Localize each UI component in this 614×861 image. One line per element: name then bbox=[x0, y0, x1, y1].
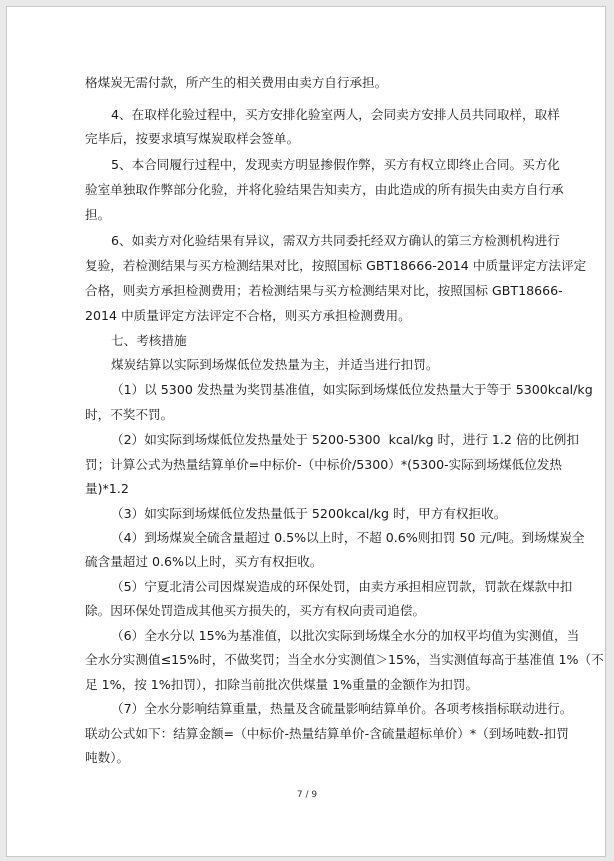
text-line: 联动公式如下：结算金额=（中标价-热量结算单价-含硫量超标单价）*（到场吨数-扣罚 bbox=[85, 726, 569, 741]
text-line: 硫含量超过 0.6%以上时，买方有权拒收。 bbox=[85, 554, 323, 569]
text-line: （6）全水分以 15%为基准值，以批次实际到场煤全水分的加权平均值为实测值，当 bbox=[111, 628, 580, 643]
text-line: （4）到场煤炭全硫含量超过 0.5%以上时，不超 0.6%则扣罚 50 元/吨。到场煤炭全 bbox=[111, 530, 585, 545]
text-line: 煤炭结算以实际到场煤低位发热量为主，并适当进行扣罚。 bbox=[111, 357, 439, 372]
text-line: 时，不奖不罚。 bbox=[85, 407, 174, 422]
text-line: 罚；计算公式为热量结算单价=中标价-（中标价/5300）*(5300-实际到场煤低位发热 bbox=[85, 457, 563, 472]
text-line: 6、如卖方对化验结果有异议，需双方共同委托经双方确认的第三方检测机构进行 bbox=[111, 233, 560, 248]
text-line: （7）全水分影响结算重量，热量及含硫量影响结算单价。各项考核指标联动进行。 bbox=[111, 701, 573, 716]
text-line: 合格，则卖方承担检测费用；若检测结果与买方检测结果对比，按照国标 GBT18666- bbox=[85, 283, 563, 298]
text-line: 除。因环保处罚造成其他买方损失的，买方有权向责司追偿。 bbox=[85, 603, 426, 618]
text-line: （1）以 5300 发热量为奖罚基准值，如实际到场煤低位发热量大于等于 5300kcal/kg bbox=[111, 382, 593, 397]
text-line: 足 1%，按 1%扣罚），扣除当前批次供煤量 1%重量的金额作为扣罚。 bbox=[85, 677, 479, 692]
text-line: 量)*1.2 bbox=[85, 481, 129, 496]
text-line: 完毕后，按要求填写煤炭取样会签单。 bbox=[85, 131, 300, 146]
text-line: 验室单独取作弊部分化验，并将化验结果告知卖方，由此造成的所有损失由卖方自行承 bbox=[85, 182, 564, 197]
text-line: 5、本合同履行过程中，发现卖方明显掺假作弊，买方有权立即终止合同。买方化 bbox=[111, 157, 560, 172]
text-line: 2014 中质量评定方法评定不合格，则买方承担检测费用。 bbox=[85, 308, 411, 323]
text-line: 全水分实测值≤15%时，不做奖罚；当全水分实测值＞15%，当实测值每高于基准值 1%（不 bbox=[85, 652, 604, 667]
page-number: 7 / 9 bbox=[296, 790, 318, 800]
text-line: 吨数）。 bbox=[85, 750, 130, 765]
text-line: 4、在取样化验过程中，买方安排化验室两人，会同卖方安排人员共同取样，取样 bbox=[111, 107, 560, 122]
text-line: （2）如实际到场煤低位发热量处于 5200-5300 kcal/kg 时，进行 1.2 倍的比例扣 bbox=[111, 432, 579, 447]
text-line: （3）如实际到场煤低位发热量低于 5200kcal/kg 时，甲方有权拒收。 bbox=[111, 506, 507, 521]
text-line: 担。 bbox=[85, 207, 111, 222]
section-heading: 七、考核措施 bbox=[111, 333, 187, 348]
text-line: 格煤炭无需付款，所产生的相关费用由卖方自行承担。 bbox=[85, 75, 388, 90]
document-page bbox=[6, 6, 606, 857]
text-line: 复验，若检测结果与买方检测结果对比，按照国标 GBT18666-2014 中质量评定方法评定 bbox=[85, 258, 587, 273]
text-line: （5）宁夏北清公司因煤炭造成的环保处罚，由卖方承担相应罚款，罚款在煤款中扣 bbox=[111, 579, 573, 594]
